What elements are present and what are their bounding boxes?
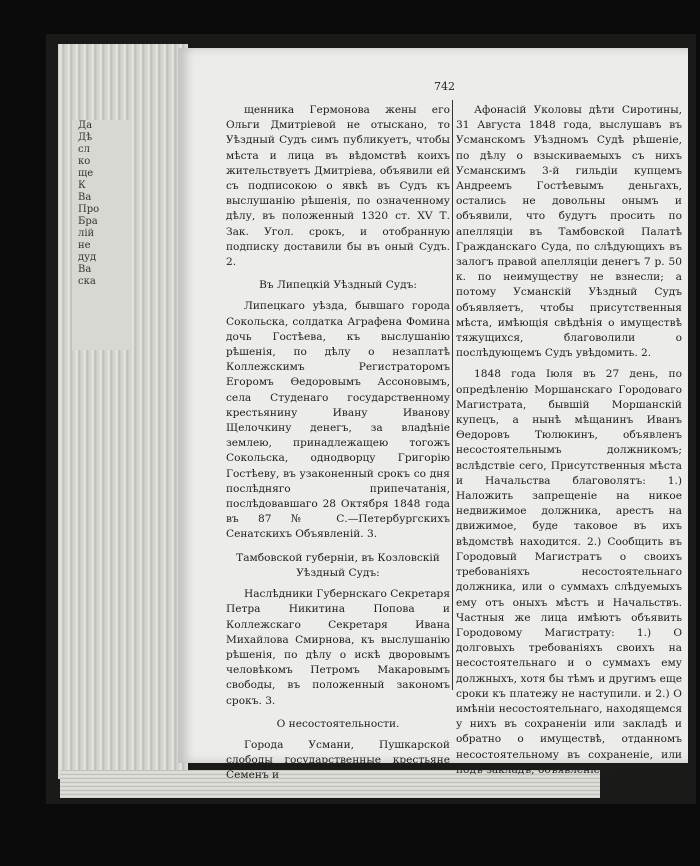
- left-fragment-line: К: [78, 180, 86, 191]
- left-fragment-line: Ва: [78, 264, 92, 275]
- left-fragment-line: не: [78, 240, 91, 251]
- left-fragment-line: Да: [78, 120, 93, 131]
- text-paragraph: Липецкаго уѣзда, бывшаго города Сокольска, солдатка Аграфена Фомина дочь Гостѣева, къ выслушанію рѣшенія, по дѣлу о незаплатѣ Коллежскимъ Регистраторомъ Егоромъ Ѳедоровымъ Ассоновымъ, села Студенаго государственному крестьянину Ивану Иванову Щелочкину денегъ, за владѣніе землею, принадлежащею тогожъ Сокольска, однодворцу Григорію Гостѣеву, въ узаконенный срокъ со дня послѣдняго припечатанія, послѣдовавшаго 28 Октября 1848 года въ 87 № С.—Петербургскихъ Сенатскихъ Объявленій. 3.: [226, 300, 450, 541]
- text-paragraph: Города Усмани, Пушкарской слободы государственные крестьяне Семенъ и: [226, 738, 450, 782]
- left-fragment-line: дуд: [78, 252, 97, 263]
- left-fragment-line: Ва: [78, 192, 92, 203]
- section-heading: Тамбовской губерніи, въ Козловскій Уѣздный Судъ:: [236, 551, 440, 579]
- left-fragment-line: ко: [78, 156, 91, 167]
- text-paragraph: 1848 года Іюля въ 27 день, по опредѣленію Моршанскаго Городоваго Магистрата, бывшій Моршанскій купецъ, а нынѣ мѣщанинъ Иванъ Ѳедоровъ Тюлюкинъ, объявленъ несостоятельнымъ должникомъ; вслѣдствіе сего, Присутственныя мѣста и Начальства благоволятъ: 1.) Наложить запрещеніе на никое недвижимое должника, арестъ на движимое, буде таковое въ ихъ вѣдомствѣ находится. 2.) Сообщить въ Городовый Магистратъ о своихъ требованіяхъ несостоятельнаго должника, или о суммахъ слѣдуемыхъ ему отъ оныхъ мѣстъ и Начальствъ. Частныя же лица имѣютъ объявить Городовому Магистрату: 1.) О долговыхъ требованіяхъ своихъ на несостоятельнаго и о суммахъ ему должныхъ, хотя бы тѣмъ и другимъ еще сроки къ платежу не наступили. и 2.) О имѣніи несостоятельнаго, находящемся у нихъ въ сохраненіи или закладѣ и обратно о имуществѣ, отданномъ несостоятельному въ сохраненіе, или подъ закладъ; объявленіе сіе: [456, 368, 682, 776]
- page-number: 742: [434, 80, 455, 93]
- left-fragment-line: ска: [78, 276, 96, 287]
- left-fragment-line: Про: [78, 204, 100, 215]
- left-fragment-line: сл: [78, 144, 90, 155]
- left-fragment-line: Дѣ: [78, 132, 93, 143]
- column-divider: [452, 100, 453, 690]
- left-page-fragment: [72, 120, 132, 350]
- section-heading: Въ Липецкій Уѣздный Судъ:: [259, 279, 417, 292]
- right-text-column: [456, 103, 682, 784]
- left-fragment-line: лій: [78, 228, 95, 239]
- left-fragment-line: Бра: [78, 216, 98, 227]
- text-paragraph: Афонасій Уколовы дѣти Сиротины, 31 Августа 1848 года, выслушавъ въ Усманскомъ Уѣздномъ Судѣ рѣшеніе, по дѣлу о взыскиваемыхъ съ нихъ Усманскимъ 3-й гильдіи купцемъ Андреемъ Гостѣевымъ деньгахъ, остались не довольны онымъ и объявили, что будутъ просить по апелляціи въ Тамбовской Палатѣ Гражданскаго Суда, по слѣдующихъ въ залогъ правой апелляціи денегъ 7 р. 50 к. по неимуществу не взнесли; а потому Усманскій Уѣздный Судъ объявляетъ, чтобы присутственныя мѣста, имѣющія свѣдѣнія о имуществѣ тяжущихся, благоволили о послѣдующемъ Судъ увѣдомить. 2.: [456, 104, 682, 360]
- text-paragraph: Наслѣдники Губернскаго Секретаря Петра Никитина Попова и Коллежскаго Секретаря Ивана Михайлова Смирнова, къ выслушанію рѣшенія, по дѣлу о искѣ дворовымъ человѣкомъ Петромъ Макаровымъ свободы, въ положенный закономъ срокъ. 3.: [226, 588, 450, 707]
- left-fragment-line: ще: [78, 168, 94, 179]
- left-text-column: [226, 103, 450, 790]
- section-heading: О несостоятельности.: [276, 717, 400, 730]
- text-paragraph: щенника Гермонова жены его Ольги Дмитріевой не отыскано, то Уѣздный Судъ симъ публикуетъ, чтобы мѣста и лица въ вѣдомствѣ коихъ жительствуетъ Дмитріева, объявили ей съ подписокою о явкѣ въ Судъ къ выслушанію рѣшенія, по означенному дѣлу, въ положенный 1320 ст. XV Т. Зак. Угол. срокъ, и отобранную подписку доставили бы въ оный Судъ. 2.: [226, 104, 450, 269]
